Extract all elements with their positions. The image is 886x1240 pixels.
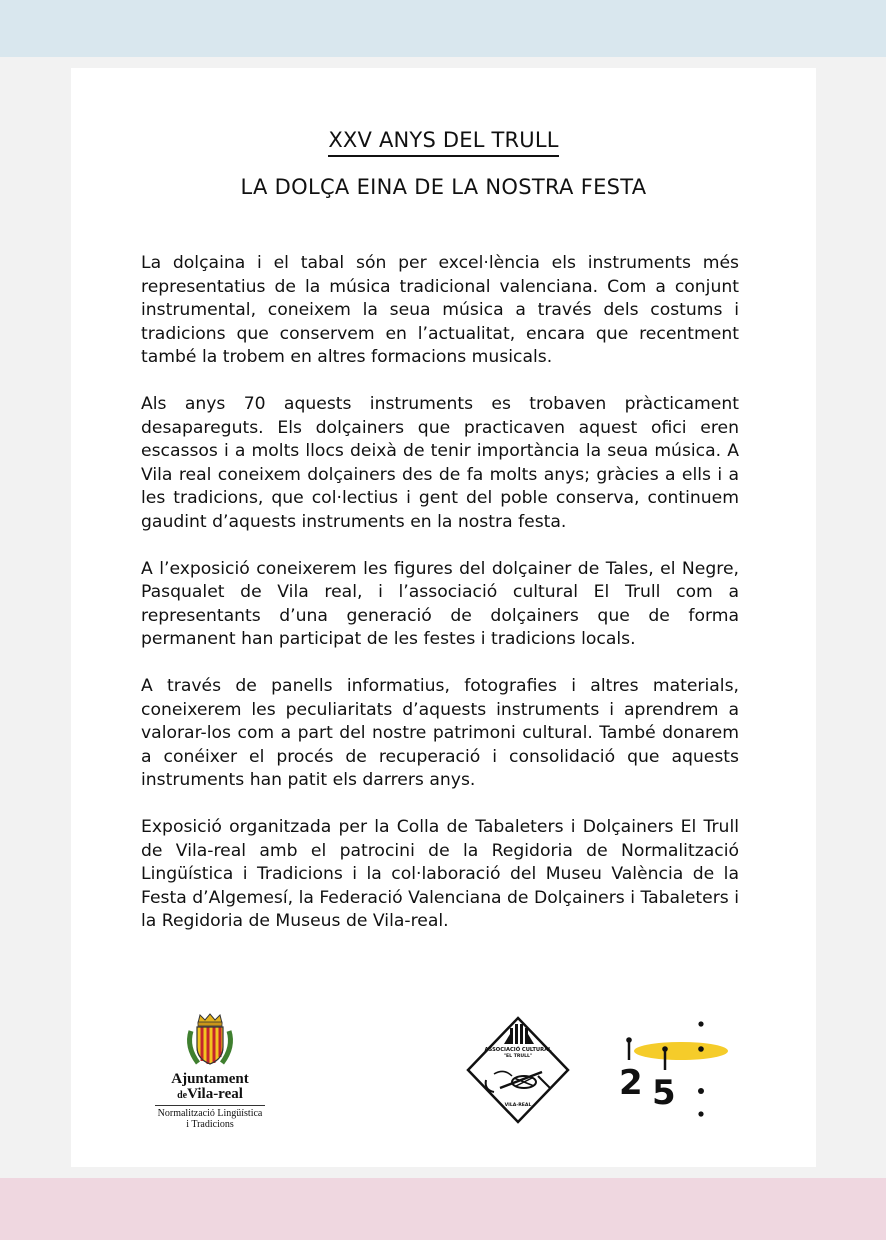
- document-page: [71, 68, 816, 1167]
- bottom-color-band: [0, 1178, 886, 1240]
- top-color-band: [0, 0, 886, 57]
- coat-of-arms-icon: [182, 1011, 238, 1069]
- paragraph-1: La dolçaina i el tabal són per excel·lència els instruments més representatius de la música tradicional valenciana. Com a conjunt instrumental, coneixem la seua música a través dels costums i tradicions que conservem en l’actualitat, encara que recentment també la trobem en altres formacions musicals.: [141, 253, 739, 367]
- body-text: [141, 252, 739, 957]
- anniversary-digit-2: 2: [619, 1063, 643, 1103]
- page-title: XXV ANYS DEL TRULL: [71, 128, 816, 152]
- trull-top-text: ASSOCIACIÓ CULTURAL: [484, 1047, 552, 1053]
- ajuntament-name: Ajuntament: [171, 1071, 249, 1087]
- ajuntament-city: deVila-real: [177, 1086, 243, 1102]
- anniversary-digit-5: 5: [652, 1073, 676, 1113]
- ajuntament-logo: [155, 1011, 265, 1130]
- trull-name-text: "EL TRULL": [503, 1054, 533, 1059]
- paragraph-4: A través de panells informatius, fotografies i altres materials, coneixerem les peculiaritats d’aquests instruments i aprendrem a valorar-los com a part del nostre patrimoni cultural. També donarem a conéixer el procés de recuperació i consolidació que aquests instruments han patit els darrers anys.: [141, 676, 739, 790]
- paragraph-5: Exposició organitzada per la Colla de Tabaleters i Dolçainers El Trull de Vila-real amb el patrocini de la Regidoria de Normalització Lingüística i Tradicions i la col·laboració del Museu València de la Festa d’Algemesí, la Federació Valenciana de Dolçainers i Tabaleters i la Regidoria de Museus de Vila-real.: [141, 817, 739, 931]
- anniversary-25-logo: [617, 1020, 729, 1120]
- paragraph-2: Als anys 70 aquests instruments es trobaven pràcticament desapareguts. Els dolçainers que practicaven aquest ofici eren escassos i a molts llocs deixà de tenir importància la seua música. A Vila real coneixem dolçainers des de fa molts anys; gràcies a ells i a les tradicions, que col·lectius i gent del poble conserva, continuem gaudint d’aquests instruments en la nostra festa.: [141, 394, 739, 532]
- trull-bottom-text: VILA-REAL: [504, 1103, 532, 1108]
- el-trull-logo: [464, 1016, 572, 1124]
- paragraph-3: A l’exposició coneixerem les figures del dolçainer de Tales, el Negre, Pasqualet de Vila real, i l’associació cultural El Trull com a representants d’una generació de dolçainers que de forma permanent han participat de les festes i tradicions locals.: [141, 558, 739, 649]
- ajuntament-department: Normalització Lingüística i Tradicions: [155, 1105, 265, 1130]
- page-subtitle: LA DOLÇA EINA DE LA NOSTRA FESTA: [240, 175, 647, 199]
